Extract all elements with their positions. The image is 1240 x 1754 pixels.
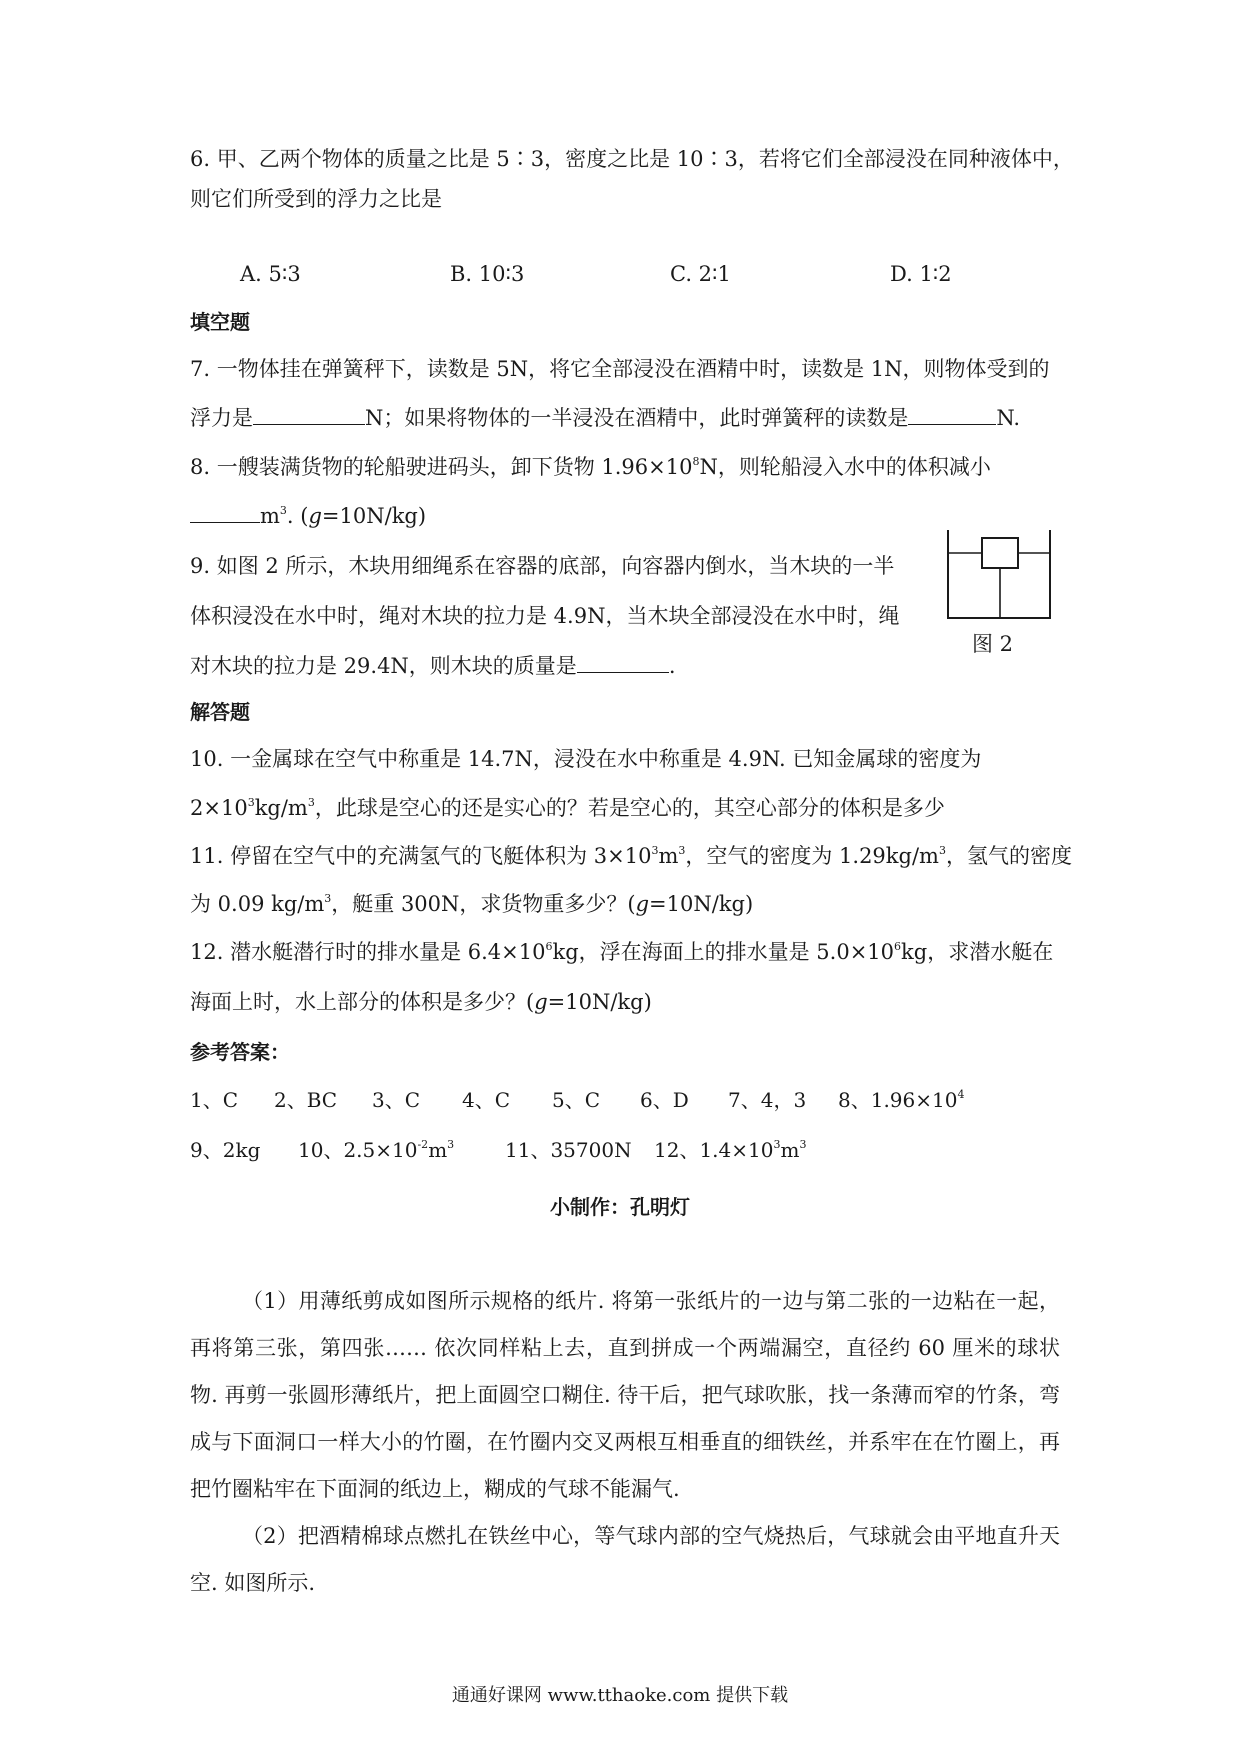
q12-line1: [190, 938, 1053, 966]
q10-text-a: 2×10: [190, 796, 248, 820]
q10-exp-1: 3: [247, 796, 255, 809]
answer-2: 2、BC: [274, 1088, 338, 1112]
section-answer-heading: 解答题: [190, 700, 250, 724]
q6-option-c: C. 2∶1: [670, 262, 731, 286]
q11-line1: [190, 842, 1072, 870]
q9-blank: [577, 652, 669, 673]
answer-7: 7、4，3: [728, 1088, 807, 1112]
q9-line3: [190, 652, 676, 680]
q9-text-a: 对木块的拉力是 29.4N，则木块的质量是: [190, 654, 577, 678]
q6-option-a: A. 5∶3: [240, 262, 301, 286]
q12-text-b: kg，浮在海面上的排水量是 5.0×10: [552, 940, 895, 964]
q9-line2: 体积浸没在水中时，绳对木块的拉力是 4.9N，当木块全部浸没在水中时，绳: [190, 604, 900, 628]
q6-option-b: B. 10∶3: [450, 262, 525, 286]
q12-g-symbol: g: [534, 990, 548, 1014]
figure-2-container-diagram: [940, 525, 1060, 625]
q11-text-f: ，艇重 300N，求货物重多少？(: [331, 892, 636, 916]
answer-12-unit-exp: 3: [799, 1138, 807, 1151]
q7-blank-1: [253, 404, 365, 425]
craft-section: [190, 1278, 1060, 1607]
answer-1: 1、C: [190, 1088, 239, 1112]
answer-12-text: 12、1.4×10: [654, 1138, 774, 1162]
answer-11: 11、35700N: [505, 1138, 632, 1162]
q8-g-value: =10N/kg): [321, 504, 427, 528]
q11-exp-1: 3: [651, 844, 659, 857]
q11-line2: [190, 890, 753, 918]
q8-g-symbol: g: [308, 504, 322, 528]
answer-9: 9、2kg: [190, 1138, 261, 1162]
answer-12: [654, 1136, 806, 1164]
answer-8-text: 8、1.96×10: [838, 1088, 958, 1112]
q7-blank-2: [908, 404, 996, 425]
q11-g-symbol: g: [635, 892, 650, 916]
q11-exp-3: 3: [938, 844, 946, 857]
answer-4: 4、C: [462, 1088, 511, 1112]
page-footer: 通通好课网 www.tthaoke.com 提供下载: [451, 1685, 789, 1706]
q11-exp-4: 3: [324, 892, 332, 905]
answer-10-unit-exp: 3: [447, 1138, 455, 1151]
q8-unit: m: [260, 504, 280, 528]
q9-line1: 9. 如图 2 所示，木块用细绳系在容器的底部，向容器内倒水，当木块的一半: [190, 554, 895, 578]
answer-8: [838, 1086, 964, 1114]
answer-10: [298, 1136, 454, 1164]
answer-10-text: 10、2.5×10: [298, 1138, 418, 1162]
q8-line2: [190, 502, 426, 530]
q11-text-b: m: [658, 844, 679, 868]
q11-text-a: 11. 停留在空气中的充满氢气的飞艇体积为 3×10: [190, 844, 652, 868]
q8-blank: [190, 502, 260, 523]
q11-g-value: =10N/kg): [649, 892, 754, 916]
answer-6: 6、D: [640, 1088, 689, 1112]
answer-12-unit: m: [780, 1138, 800, 1162]
answer-10-unit: m: [428, 1138, 448, 1162]
answer-8-exp: 4: [957, 1088, 965, 1101]
answer-3: 3、C: [372, 1088, 421, 1112]
q7-text-b: N；如果将物体的一半浸没在酒精中，此时弹簧秤的读数是: [365, 406, 909, 430]
answer-5: 5、C: [552, 1088, 601, 1112]
q10-exp-2: 3: [307, 796, 315, 809]
answer-10-exp: -2: [417, 1138, 429, 1151]
q10-line2: [190, 794, 945, 822]
q12-exp-1: 6: [545, 940, 553, 953]
q12-line2: [190, 988, 652, 1016]
q11-exp-2: 3: [678, 844, 686, 857]
q10-line1: 10. 一金属球在空气中称重是 14.7N，浸没在水中称重是 4.9N. 已知金属球的密度为: [190, 747, 982, 771]
q7-text-c: N.: [996, 406, 1021, 430]
q11-text-c: ，空气的密度为 1.29kg/m: [685, 844, 939, 868]
q6-option-d: D. 1∶2: [890, 262, 952, 286]
section-fill-heading: 填空题: [190, 310, 250, 334]
q8-paren-open: . (: [286, 504, 309, 528]
q12-text-c: kg，求潜水艇在: [901, 940, 1054, 964]
q8-text-a: 8. 一艘装满货物的轮船驶进码头，卸下货物 1.96×10: [190, 455, 693, 479]
figure-2-label: 图 2: [972, 632, 1014, 656]
q7-text-a: 浮力是: [190, 406, 253, 430]
craft-title: 小制作：孔明灯: [550, 1195, 690, 1219]
q10-text-c: ，此球是空心的还是实心的？若是空心的，其空心部分的体积是多少: [314, 796, 945, 820]
q6-line2: 则它们所受到的浮力之比是: [190, 187, 442, 211]
craft-paragraph-1: （1）用薄纸剪成如图所示规格的纸片. 将第一张纸片的一边与第二张的一边粘在一起，再将第三张，第四张…… 依次同样粘上去，直到拼成一个两端漏空，直径约 60 厘米的球状物. 再剪一张圆形薄纸片，把上面圆空口糊住. 待干后，把气球吹胀，找一条薄而窄的竹条，弯成与下面洞口一样大小的竹圈，在竹圈内交叉两根互相垂直的细铁丝，并系牢在在竹圈上，再把竹圈粘牢在下面洞的纸边上，糊成的气球不能漏气.: [190, 1289, 1060, 1501]
section-reference-heading: 参考答案：: [190, 1040, 290, 1064]
q8-line1: [190, 453, 991, 481]
answer-12-exp: 3: [773, 1138, 781, 1151]
q8-unit-exponent: 3: [279, 504, 287, 517]
craft-paragraph-2: （2）把酒精棉球点燃扎在铁丝中心，等气球内部的空气烧热后，气球就会由平地直升天空. 如图所示.: [190, 1524, 1060, 1595]
q12-text-a: 12. 潜水艇潜行时的排水量是 6.4×10: [190, 940, 546, 964]
q12-text-d: 海面上时，水上部分的体积是多少？(: [190, 990, 535, 1014]
q7-line2: [190, 404, 1020, 432]
q7-line1: 7. 一物体挂在弹簧秤下，读数是 5N，将它全部浸没在酒精中时，读数是 1N，则物体受到的: [190, 357, 1050, 381]
q12-g-value: =10N/kg): [547, 990, 652, 1014]
q8-text-b: N，则轮船浸入水中的体积减小: [699, 455, 991, 479]
q12-exp-2: 6: [894, 940, 902, 953]
q11-text-d: ，氢气的密度: [945, 844, 1072, 868]
q6-line1: 6. 甲、乙两个物体的质量之比是 5∶3，密度之比是 10∶3，若将它们全部浸没在同种液体中，: [190, 147, 1074, 171]
q9-text-b: .: [668, 654, 676, 678]
q8-exponent: 8: [692, 455, 700, 468]
q11-text-e: 为 0.09 kg/m: [190, 892, 325, 916]
q10-text-b: kg/m: [254, 796, 308, 820]
